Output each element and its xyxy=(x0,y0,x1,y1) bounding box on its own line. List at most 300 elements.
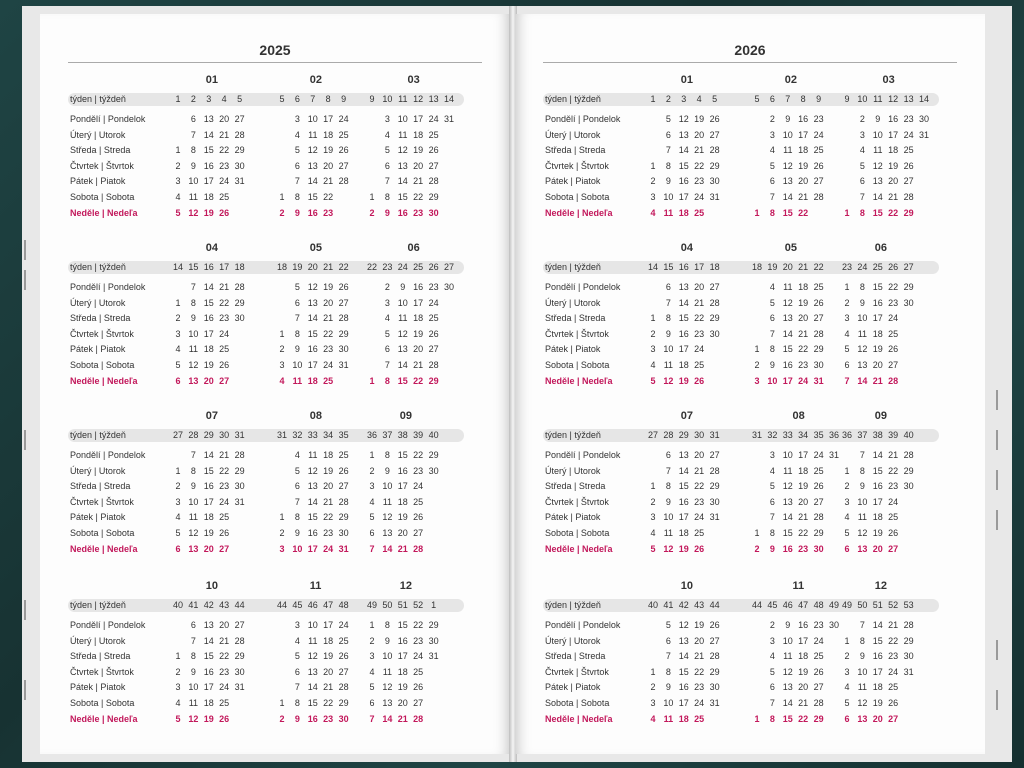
day-number: 22 xyxy=(798,344,809,355)
day-number: 23 xyxy=(798,543,809,554)
day-number: 16 xyxy=(798,620,809,630)
day-number: 5 xyxy=(769,160,775,171)
day-number: 24 xyxy=(323,360,334,370)
day-number: 27 xyxy=(813,682,824,693)
day-number: 21 xyxy=(219,129,230,140)
day-number: 2 xyxy=(859,114,865,124)
day-number: 5 xyxy=(650,375,656,386)
day-number: 16 xyxy=(307,207,318,218)
day-number: 17 xyxy=(888,129,899,140)
day-number: 19 xyxy=(323,145,334,156)
day-number: 11 xyxy=(188,512,199,523)
week-number: 2 xyxy=(190,94,196,104)
day-number: 12 xyxy=(678,620,689,630)
day-row xyxy=(543,112,943,126)
week-number: 22 xyxy=(366,262,377,272)
day-name: Sobota | Sobota xyxy=(70,360,135,370)
day-number: 29 xyxy=(428,192,439,202)
month-number: 03 xyxy=(407,74,420,86)
day-row xyxy=(68,143,468,157)
day-number: 25 xyxy=(219,698,230,708)
year-divider xyxy=(68,62,482,63)
day-number: 30 xyxy=(234,666,245,677)
day-number: 14 xyxy=(857,375,868,386)
day-number: 1 xyxy=(279,328,285,339)
day-number: 13 xyxy=(678,635,689,646)
week-number: 37 xyxy=(857,430,868,440)
day-name: Neděle | Nedeľa xyxy=(545,713,613,724)
day-row xyxy=(543,327,943,341)
day-number: 10 xyxy=(188,328,199,339)
day-number: 3 xyxy=(650,512,656,523)
day-number: 8 xyxy=(665,481,671,492)
day-number: 31 xyxy=(443,114,454,124)
week-number: 37 xyxy=(382,430,393,440)
day-number: 17 xyxy=(678,344,689,355)
day-number: 27 xyxy=(709,129,720,140)
day-number: 3 xyxy=(650,344,656,355)
day-number: 5 xyxy=(384,145,390,156)
day-name: Úterý | Utorok xyxy=(545,297,601,308)
day-number: 20 xyxy=(397,698,408,708)
day-number: 12 xyxy=(188,360,199,370)
day-number: 25 xyxy=(338,129,349,140)
day-number: 11 xyxy=(663,713,674,724)
day-number: 20 xyxy=(323,666,334,677)
day-number: 14 xyxy=(872,450,883,460)
day-number: 6 xyxy=(175,543,181,554)
day-number: 20 xyxy=(203,543,214,554)
day-number: 4 xyxy=(769,651,775,662)
day-number: 13 xyxy=(782,176,793,187)
day-name: Pátek | Piatok xyxy=(545,176,601,187)
day-number: 15 xyxy=(782,207,793,218)
day-number: 23 xyxy=(219,666,230,677)
week-number: 12 xyxy=(888,94,899,104)
day-number: 25 xyxy=(338,635,349,646)
day-name: Pátek | Piatok xyxy=(545,344,601,355)
day-number: 4 xyxy=(384,313,390,324)
day-number: 12 xyxy=(678,114,689,124)
day-number: 17 xyxy=(678,698,689,708)
day-number: 29 xyxy=(428,375,439,386)
day-number: 24 xyxy=(694,344,705,355)
day-number: 3 xyxy=(844,496,850,507)
day-row xyxy=(68,634,468,648)
day-number: 2 xyxy=(754,543,760,554)
day-name: Sobota | Sobota xyxy=(70,192,135,202)
day-number: 27 xyxy=(813,496,824,507)
day-number: 10 xyxy=(872,129,883,140)
day-number: 26 xyxy=(888,344,899,355)
day-number: 25 xyxy=(428,313,439,324)
day-number: 21 xyxy=(219,635,230,646)
day-number: 20 xyxy=(397,528,408,538)
week-number: 31 xyxy=(709,430,720,440)
day-number: 22 xyxy=(694,160,705,171)
day-number: 28 xyxy=(338,176,349,187)
day-number: 24 xyxy=(338,114,349,124)
page-edge-tab xyxy=(996,510,998,530)
day-name: Čtvrtek | Štvrtok xyxy=(70,496,134,507)
day-number: 9 xyxy=(665,328,671,339)
month-number: 11 xyxy=(309,580,322,592)
day-number: 1 xyxy=(175,465,181,476)
day-number: 15 xyxy=(678,666,689,677)
day-number: 7 xyxy=(769,328,775,339)
day-number: 30 xyxy=(428,207,439,218)
page-edge-tab xyxy=(996,390,998,410)
day-number: 21 xyxy=(694,145,705,156)
day-number: 14 xyxy=(782,192,793,202)
day-number: 16 xyxy=(307,528,318,538)
day-number: 8 xyxy=(859,465,865,476)
day-number: 15 xyxy=(307,328,318,339)
day-number: 30 xyxy=(338,344,349,355)
week-number-bar xyxy=(543,261,939,274)
day-number: 19 xyxy=(872,698,883,708)
day-number: 29 xyxy=(234,651,245,662)
day-number: 10 xyxy=(307,114,318,124)
day-number: 5 xyxy=(294,651,300,662)
day-number: 4 xyxy=(294,635,300,646)
month-number: 06 xyxy=(874,242,888,254)
day-number: 1 xyxy=(754,713,760,724)
day-number: 28 xyxy=(709,145,720,156)
day-number: 12 xyxy=(857,698,868,708)
day-number: 8 xyxy=(294,698,300,708)
day-number: 2 xyxy=(175,160,181,171)
day-number: 3 xyxy=(294,114,300,124)
day-number: 26 xyxy=(888,698,899,708)
day-number: 10 xyxy=(782,635,793,646)
day-number: 22 xyxy=(798,207,809,218)
day-number: 14 xyxy=(678,145,689,156)
day-number: 18 xyxy=(678,713,689,724)
day-number: 27 xyxy=(413,528,424,538)
day-row xyxy=(68,327,468,341)
day-number: 22 xyxy=(323,512,334,523)
day-number: 11 xyxy=(663,360,674,370)
day-number: 24 xyxy=(428,297,439,308)
day-number: 30 xyxy=(709,496,720,507)
day-number: 18 xyxy=(798,282,809,292)
day-number: 12 xyxy=(307,145,318,156)
day-number: 8 xyxy=(769,528,775,538)
day-number: 21 xyxy=(397,543,408,554)
day-row xyxy=(543,510,943,524)
month-number: 05 xyxy=(784,242,798,254)
day-number: 18 xyxy=(798,145,809,156)
week-number-bar xyxy=(543,599,939,612)
day-number: 25 xyxy=(428,129,439,140)
month-titles xyxy=(68,242,468,256)
page-edge-tab xyxy=(24,430,26,450)
day-number: 18 xyxy=(678,360,689,370)
day-number: 19 xyxy=(203,713,214,724)
day-number: 25 xyxy=(813,465,824,476)
day-number: 13 xyxy=(203,114,214,124)
day-number: 4 xyxy=(650,713,656,724)
week-number: 36 xyxy=(828,430,839,440)
page-edge-tab xyxy=(996,470,998,490)
day-name: Úterý | Utorok xyxy=(545,129,601,140)
day-number: 21 xyxy=(888,192,899,202)
day-number: 14 xyxy=(872,620,883,630)
day-number: 29 xyxy=(338,698,349,708)
day-number: 4 xyxy=(384,129,390,140)
day-number: 25 xyxy=(323,375,334,386)
day-number: 9 xyxy=(875,114,881,124)
day-number: 25 xyxy=(694,528,705,538)
day-number: 25 xyxy=(903,145,914,156)
day-name: Pondělí | Pondelok xyxy=(545,450,621,460)
day-number: 24 xyxy=(428,114,439,124)
sunday-row xyxy=(543,206,943,220)
day-number: 22 xyxy=(219,465,230,476)
left-page xyxy=(40,14,510,754)
day-number: 11 xyxy=(382,496,393,507)
day-number: 19 xyxy=(203,528,214,538)
day-number: 8 xyxy=(859,207,865,218)
day-number: 22 xyxy=(323,328,334,339)
day-name: Pátek | Piatok xyxy=(70,682,126,693)
day-number: 13 xyxy=(397,344,408,355)
week-number: 31 xyxy=(751,430,762,440)
day-number: 15 xyxy=(397,620,408,630)
day-number: 19 xyxy=(203,360,214,370)
week-number: 30 xyxy=(219,430,230,440)
day-number: 24 xyxy=(219,328,230,339)
day-number: 6 xyxy=(665,635,671,646)
day-number: 8 xyxy=(190,465,196,476)
quarter-block xyxy=(68,580,468,730)
day-number: 18 xyxy=(307,375,318,386)
week-number: 14 xyxy=(918,94,929,104)
day-number: 27 xyxy=(813,176,824,187)
day-row xyxy=(68,128,468,142)
day-number: 1 xyxy=(650,313,656,324)
week-number: 10 xyxy=(857,94,868,104)
day-number: 20 xyxy=(872,360,883,370)
week-number-bar xyxy=(543,429,939,442)
day-number: 21 xyxy=(872,375,883,386)
day-row xyxy=(68,280,468,294)
day-number: 23 xyxy=(694,496,705,507)
day-number: 23 xyxy=(888,651,899,662)
day-row xyxy=(543,464,943,478)
day-number: 30 xyxy=(828,620,839,630)
day-number: 16 xyxy=(888,114,899,124)
week-number: 27 xyxy=(647,430,658,440)
day-number: 28 xyxy=(413,713,424,724)
day-number: 15 xyxy=(203,651,214,662)
day-number: 23 xyxy=(219,481,230,492)
day-row xyxy=(68,618,468,632)
day-number: 27 xyxy=(234,114,245,124)
day-number: 16 xyxy=(678,176,689,187)
week-number: 17 xyxy=(219,262,230,272)
day-number: 3 xyxy=(175,328,181,339)
week-number: 51 xyxy=(397,600,408,610)
day-number: 20 xyxy=(694,129,705,140)
day-name: Pátek | Piatok xyxy=(70,512,126,523)
week-number: 44 xyxy=(276,600,287,610)
day-number: 8 xyxy=(384,192,390,202)
day-number: 4 xyxy=(650,528,656,538)
day-number: 30 xyxy=(903,297,914,308)
day-number: 2 xyxy=(279,528,285,538)
day-number: 13 xyxy=(307,297,318,308)
day-number: 21 xyxy=(219,450,230,460)
day-number: 6 xyxy=(294,666,300,677)
month-number: 11 xyxy=(792,580,805,592)
day-number: 10 xyxy=(292,360,303,370)
day-number: 31 xyxy=(709,698,720,708)
day-number: 29 xyxy=(813,344,824,355)
day-number: 29 xyxy=(338,328,349,339)
day-number: 23 xyxy=(323,344,334,355)
month-number: 01 xyxy=(205,74,219,86)
day-number: 8 xyxy=(665,666,671,677)
day-number: 28 xyxy=(903,192,914,202)
day-number: 10 xyxy=(782,129,793,140)
month-number: 02 xyxy=(784,74,798,86)
day-number: 2 xyxy=(384,282,390,292)
day-number: 6 xyxy=(294,160,300,171)
day-number: 9 xyxy=(190,666,196,677)
week-number: 1 xyxy=(650,94,656,104)
day-number: 17 xyxy=(397,481,408,492)
day-number: 12 xyxy=(872,160,883,171)
day-number: 19 xyxy=(888,160,899,171)
day-number: 14 xyxy=(872,192,883,202)
day-number: 5 xyxy=(294,145,300,156)
day-number: 22 xyxy=(694,481,705,492)
day-number: 21 xyxy=(888,620,899,630)
day-number: 25 xyxy=(813,282,824,292)
day-number: 27 xyxy=(709,282,720,292)
day-row xyxy=(543,311,943,325)
day-number: 13 xyxy=(782,682,793,693)
day-number: 23 xyxy=(694,328,705,339)
day-row xyxy=(68,479,468,493)
day-number: 21 xyxy=(219,282,230,292)
day-number: 8 xyxy=(769,713,775,724)
day-number: 27 xyxy=(338,666,349,677)
day-number: 10 xyxy=(663,512,674,523)
month-number: 12 xyxy=(874,580,888,592)
day-row xyxy=(68,665,468,679)
day-number: 27 xyxy=(903,176,914,187)
quarter-block xyxy=(68,410,468,560)
day-number: 15 xyxy=(397,375,408,386)
day-number: 17 xyxy=(307,543,318,554)
day-number: 27 xyxy=(709,450,720,460)
day-number: 10 xyxy=(767,375,778,386)
day-row xyxy=(68,190,468,204)
day-number: 13 xyxy=(382,528,393,538)
day-number: 14 xyxy=(382,713,393,724)
day-number: 19 xyxy=(872,344,883,355)
day-number: 25 xyxy=(219,344,230,355)
day-number: 21 xyxy=(798,698,809,708)
day-number: 23 xyxy=(413,635,424,646)
day-number: 31 xyxy=(709,192,720,202)
day-number: 9 xyxy=(294,713,300,724)
day-number: 11 xyxy=(783,145,793,156)
day-number: 16 xyxy=(203,313,214,324)
day-number: 3 xyxy=(384,114,390,124)
day-number: 8 xyxy=(859,282,865,292)
day-number: 9 xyxy=(190,160,196,171)
day-number: 9 xyxy=(769,543,775,554)
week-number: 32 xyxy=(767,430,778,440)
sunday-row xyxy=(543,374,943,388)
day-number: 9 xyxy=(859,651,865,662)
day-number: 15 xyxy=(872,207,883,218)
day-number: 22 xyxy=(323,698,334,708)
week-label: týden | týždeň xyxy=(70,94,126,104)
day-name: Středa | Streda xyxy=(70,481,131,492)
day-number: 16 xyxy=(678,496,689,507)
week-number: 44 xyxy=(709,600,720,610)
day-number: 11 xyxy=(783,651,793,662)
day-number: 18 xyxy=(798,651,809,662)
week-number: 36 xyxy=(841,430,852,440)
week-number: 11 xyxy=(873,94,883,104)
day-number: 14 xyxy=(307,313,318,324)
day-number: 27 xyxy=(219,543,230,554)
month-titles xyxy=(543,580,943,594)
day-number: 14 xyxy=(397,176,408,187)
day-number: 4 xyxy=(769,282,775,292)
day-number: 15 xyxy=(307,698,318,708)
week-number: 12 xyxy=(413,94,424,104)
day-number: 20 xyxy=(888,176,899,187)
week-number: 29 xyxy=(678,430,689,440)
day-number: 28 xyxy=(338,313,349,324)
day-number: 23 xyxy=(813,620,824,630)
month-titles xyxy=(68,410,468,424)
day-number: 8 xyxy=(190,297,196,308)
day-number: 24 xyxy=(413,651,424,662)
day-number: 1 xyxy=(754,207,760,218)
page-edge-tab xyxy=(24,680,26,700)
day-number: 18 xyxy=(203,344,214,355)
day-row xyxy=(543,143,943,157)
month-number: 10 xyxy=(680,580,694,592)
day-number: 9 xyxy=(384,635,390,646)
day-number: 12 xyxy=(782,666,793,677)
day-number: 2 xyxy=(279,344,285,355)
day-number: 25 xyxy=(219,192,230,202)
day-number: 8 xyxy=(190,651,196,662)
day-number: 4 xyxy=(859,145,865,156)
month-number: 05 xyxy=(309,242,323,254)
day-number: 2 xyxy=(279,713,285,724)
week-number: 25 xyxy=(413,262,424,272)
day-number: 16 xyxy=(307,713,318,724)
day-number: 3 xyxy=(844,666,850,677)
day-number: 1 xyxy=(844,282,850,292)
day-number: 14 xyxy=(397,360,408,370)
day-number: 27 xyxy=(234,620,245,630)
day-number: 30 xyxy=(428,465,439,476)
day-number: 29 xyxy=(709,481,720,492)
week-number: 27 xyxy=(172,430,183,440)
day-number: 13 xyxy=(872,176,883,187)
